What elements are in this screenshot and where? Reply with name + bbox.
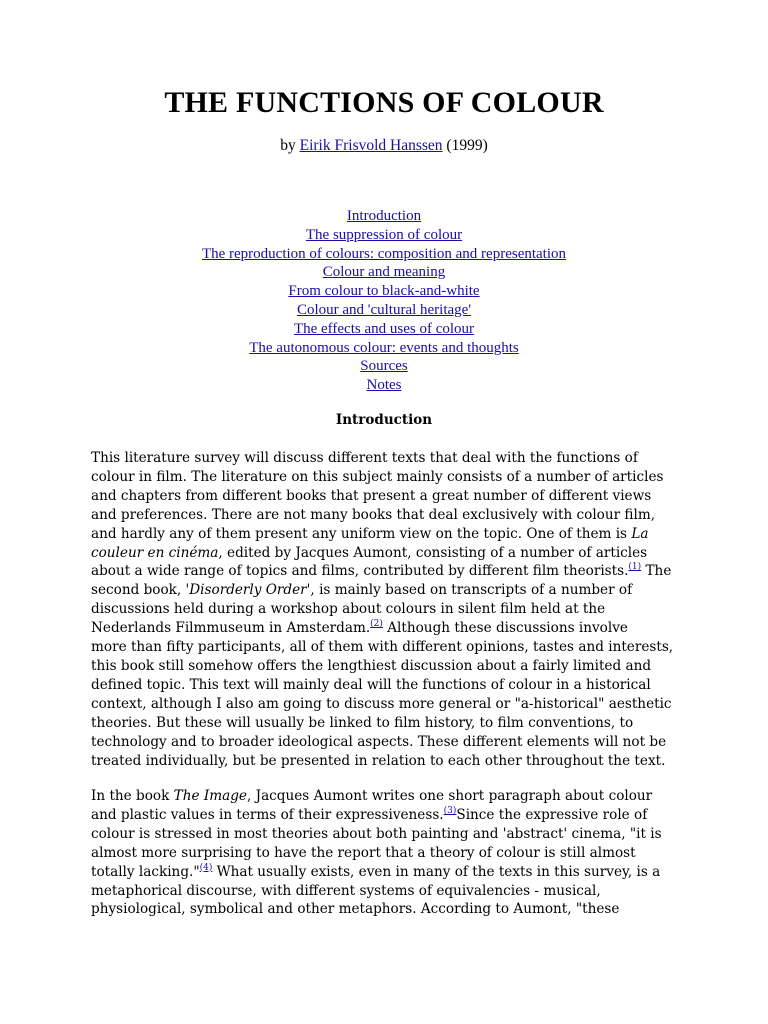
paragraph-line bbox=[91, 544, 681, 563]
toc-link-autonomous-colour[interactable]: The autonomous colour: events and thoughts bbox=[249, 339, 519, 356]
paragraph-line bbox=[91, 562, 681, 581]
paragraph-line bbox=[91, 525, 681, 544]
toc-link-suppression[interactable]: The suppression of colour bbox=[305, 226, 463, 243]
line-text: , Jacques Aumont writes one short paragraph about colour bbox=[246, 788, 653, 804]
toc-link-effects-uses[interactable]: The effects and uses of colour bbox=[293, 320, 475, 337]
toc-link-introduction[interactable]: Introduction bbox=[346, 208, 422, 224]
paragraph-line: metaphorical discourse, with different systems of equivalencies - musical, bbox=[91, 882, 601, 899]
toc-link-reproduction[interactable]: The reproduction of colours: composition and representation bbox=[201, 245, 567, 262]
line-text: The bbox=[641, 563, 672, 580]
paragraph-line: almost more surprising to have the report that a theory of colour is still almost bbox=[91, 844, 636, 861]
paragraph-line bbox=[91, 619, 681, 638]
paragraph-line bbox=[91, 863, 681, 882]
paragraph-line: more than fifty participants, all of them with different opinions, tastes and interests, bbox=[91, 639, 674, 656]
paragraph-line: technology and to broader ideological aspects. These different elements will not be bbox=[91, 733, 667, 750]
footnote-ref bbox=[628, 562, 641, 572]
paragraph-line: This literature survey will discuss different texts that deal with the functions of bbox=[91, 450, 638, 466]
footnote-ref bbox=[370, 619, 383, 629]
toc-link-notes[interactable]: Notes bbox=[366, 377, 402, 394]
page-title: THE FUNCTIONS OF COLOUR bbox=[164, 86, 604, 119]
footnote-link-2[interactable]: (2) bbox=[370, 619, 383, 630]
paragraph-line: theories. But these will usually be linked to film history, to film conventions, to bbox=[91, 714, 634, 731]
byline-year: (1999) bbox=[442, 137, 488, 154]
book-title-italic: couleur en cinéma bbox=[91, 544, 219, 561]
line-text: about a wide range of topics and films, contributed by different film theorists. bbox=[91, 563, 629, 580]
footnote-link-1[interactable]: (1) bbox=[628, 562, 642, 573]
paragraph-line: defined topic. This text will mainly deal will the functions of colour in a historical bbox=[91, 676, 651, 693]
paragraph-line: colour in film. The literature on this subject mainly consists of a number of articles bbox=[91, 468, 664, 485]
footnote-link-3[interactable]: (3) bbox=[443, 805, 457, 816]
paragraph-line: physiological, symbolical and other metaphors. According to Aumont, "these bbox=[91, 901, 620, 918]
line-text: , is mainly based on transcripts of a number of bbox=[310, 582, 633, 599]
footnote-ref bbox=[200, 863, 213, 873]
line-text: Nederlands Filmmuseum in Amsterdam. bbox=[91, 620, 371, 637]
paragraph-line: discussions held during a workshop about colours in silent film held at the bbox=[91, 601, 606, 618]
author-link[interactable]: Eirik Frisvold Hanssen bbox=[299, 137, 443, 154]
paragraph-line: this book still somehow offers the lengthiest discussion about a fairly limited and bbox=[91, 657, 652, 674]
book-title-italic: The Image bbox=[173, 788, 247, 804]
line-text: , edited by Jacques Aumont, consisting of a number of articles bbox=[218, 544, 648, 561]
paragraph-line: and preferences. There are not many books that deal exclusively with colour film, bbox=[91, 506, 656, 523]
book-title-italic: 'Disorderly Order' bbox=[185, 582, 311, 599]
paragraph-line: context, although I also am going to discuss more general or "a-historical" aesthetic bbox=[91, 695, 672, 712]
line-text: and plastic values in terms of their expressiveness. bbox=[91, 806, 444, 823]
footnote-ref bbox=[444, 806, 457, 816]
toc-link-meaning[interactable]: Colour and meaning bbox=[322, 264, 446, 281]
toc-link-black-and-white[interactable]: From colour to black-and-white bbox=[288, 283, 480, 300]
line-text: totally lacking." bbox=[91, 863, 200, 880]
paragraph-line: and chapters from different books that present a great number of different views bbox=[91, 487, 652, 504]
table-of-contents bbox=[0, 207, 768, 395]
paragraph-line bbox=[91, 787, 681, 806]
paragraph-line: treated individually, but be presented in relation to each other throughout the text. bbox=[91, 752, 666, 769]
line-text: Since the expressive role of bbox=[456, 806, 648, 823]
paragraph-line bbox=[91, 581, 681, 600]
line-text: second book, bbox=[91, 582, 186, 599]
body-paragraph-2 bbox=[91, 787, 681, 919]
line-text: Although these discussions involve bbox=[382, 620, 628, 637]
paragraph-line: colour is stressed in most theories about both painting and 'abstract' cinema, "it is bbox=[91, 825, 662, 842]
body-paragraph-1 bbox=[91, 449, 681, 770]
byline-prefix: by bbox=[280, 137, 300, 154]
line-text: In the book bbox=[91, 788, 174, 804]
toc-link-cultural-heritage[interactable]: Colour and 'cultural heritage' bbox=[296, 301, 472, 318]
footnote-link-4[interactable]: (4) bbox=[199, 862, 213, 873]
book-title-italic: La bbox=[631, 525, 649, 542]
paragraph-line bbox=[91, 806, 681, 825]
byline bbox=[0, 137, 768, 155]
line-text: What usually exists, even in many of the texts in this survey, is a bbox=[212, 863, 661, 880]
section-heading: Introduction bbox=[335, 412, 433, 428]
toc-link-sources[interactable]: Sources bbox=[360, 358, 408, 375]
line-text: and hardly any of them present any uniform view on the topic. One of them is bbox=[91, 525, 632, 542]
